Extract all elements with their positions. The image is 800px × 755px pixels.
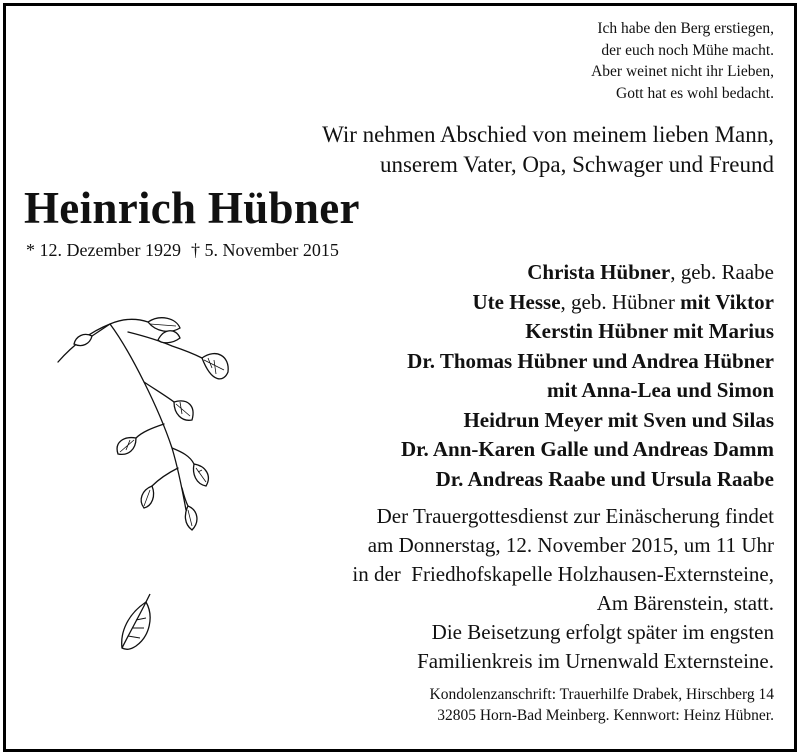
verse-line: der euch noch Mühe macht. [601, 41, 774, 59]
mourner-line [401, 465, 774, 495]
mourner-line [401, 376, 774, 406]
farewell-line: unserem Vater, Opa, Schwager und Freund [379, 152, 774, 177]
mourner-name: Kerstin Hübner mit Marius [525, 319, 774, 343]
service-line: am Donnerstag, 12. November 2015, um 11 Uhr [367, 533, 774, 557]
farewell-text [322, 120, 774, 180]
mourners-list [401, 258, 774, 494]
service-line: in der Friedhofskapelle Holzhausen-Externsteine, [352, 562, 774, 586]
mourner-name: Dr. Thomas Hübner und Andrea Hübner [407, 348, 774, 373]
mourner-name: mit Anna-Lea und Simon [547, 378, 774, 402]
mourner-line: Christa Hübner, geb. Raabe [527, 260, 774, 284]
mourner-line [401, 435, 774, 465]
farewell-line: Wir nehmen Abschied von meinem lieben Mann, [322, 122, 774, 147]
service-info [352, 502, 774, 676]
service-line: Der Trauergottesdienst zur Einäscherung findet [376, 504, 774, 528]
mourner-name: Dr. Ann-Karen Galle und Andreas Damm [400, 437, 774, 461]
verse-line: Gott hat es wohl bedacht. [616, 84, 774, 102]
mourner-name: Heidrun Meyer mit Sven und Silas [463, 407, 774, 432]
condolence-line: Kondolenzanschrift: Trauerhilfe Drabek, Hirschberg 14 [429, 686, 774, 703]
mourner-name: Ute Hesse [472, 289, 561, 314]
service-line: Die Beisetzung erfolgt später im engsten [431, 620, 774, 644]
birth-date: * 12. Dezember 1929 [26, 240, 181, 260]
mourner-name: Dr. Andreas Raabe und Ursula Raabe [435, 466, 774, 491]
mourner-line [401, 317, 774, 347]
condolence-address [430, 684, 775, 726]
birch-branch-icon [52, 310, 232, 550]
mourner-line: Ute Hesse, geb. Hübner mit Viktor [472, 289, 774, 314]
death-date: † 5. November 2015 [190, 240, 339, 260]
falling-leaf-icon [116, 592, 160, 654]
condolence-line: 32805 Horn-Bad Meinberg. Kennwort: Heinz Hübner. [437, 707, 774, 724]
deceased-name: Heinrich Hübner [24, 183, 360, 233]
life-dates [26, 240, 339, 261]
service-line: Familienkreis im Urnenwald Externsteine. [417, 649, 774, 673]
mourner-line [401, 406, 774, 436]
verse-line: Ich habe den Berg erstiegen, [597, 20, 774, 37]
verse-line: Aber weinet nicht ihr Lieben, [591, 63, 774, 80]
mourner-line [401, 347, 774, 377]
mourner-name: Christa Hübner [527, 260, 671, 284]
memorial-verse [591, 18, 774, 104]
service-line: Am Bärenstein, statt. [596, 591, 774, 615]
